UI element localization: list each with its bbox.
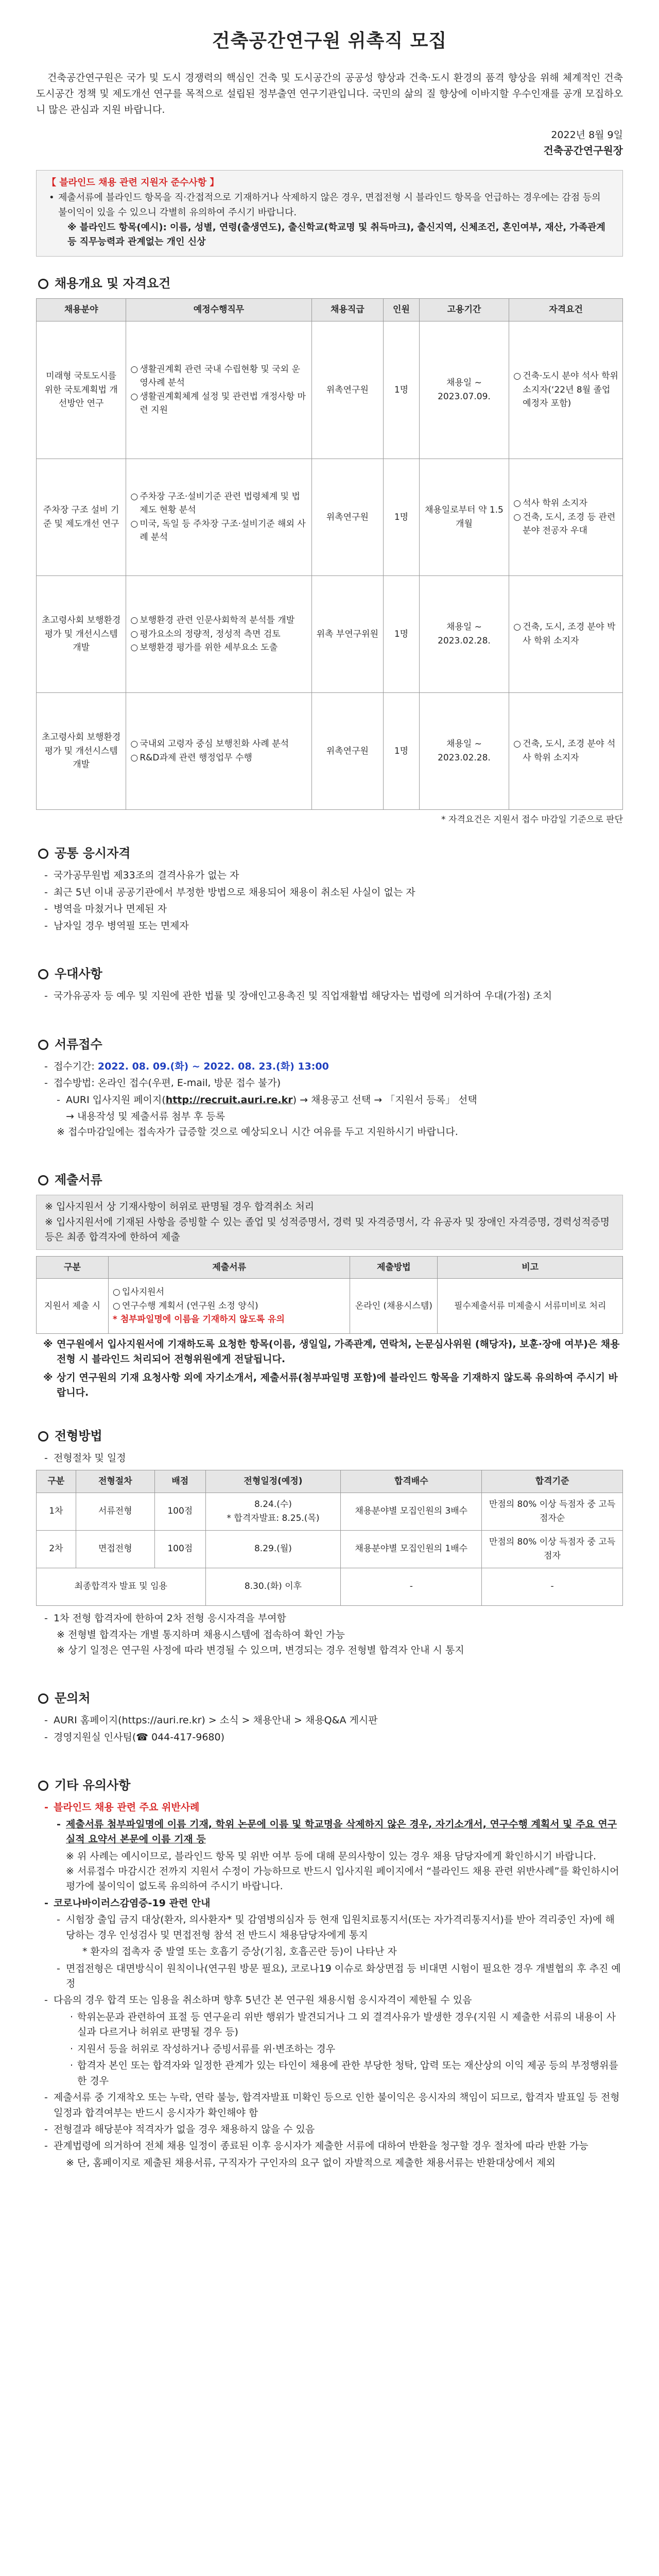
section-recruitment-overview [36, 274, 623, 293]
period-cell: 채용일 ~ 2023.02.28. [419, 692, 509, 809]
return-note: ※ 단, 홈페이지로 제출된 채용서류, 구직자가 구인자의 요구 없이 자발적으로 제출한 채용서류는 반환대상에서 제외 [66, 2157, 556, 2168]
other-subitem: · 합격자 본인 또는 합격자와 일정한 관계가 있는 타인이 채용에 관한 부당한 청탁, 압력 또는 재산상의 이익 제공 등의 부정행위를 한 경우 [36, 2058, 623, 2089]
stage-cell: 최종합격자 발표 및 임용 [37, 1568, 206, 1605]
quals-cell [509, 321, 623, 459]
stage-cell: 2차 [37, 1530, 76, 1568]
qual-item: ○ 건축·도시 분야 석사 학위 소지자(‘22년 8월 졸업예정자 포함) [513, 369, 618, 410]
multiple-cell: 채용분야별 모집인원의 3배수 [341, 1493, 482, 1530]
circle-bullet-icon [38, 1693, 48, 1704]
grade-cell: 위촉연구원 [311, 692, 383, 809]
section-selection [36, 1427, 623, 1446]
table-header: 자격요건 [509, 299, 623, 321]
duties-cell [126, 321, 311, 459]
covid-item: - 면접전형은 대면방식이 원칙이나(연구원 방문 필요), 코로나19 이슈로 화상면접 등 비대면 시험이 필요한 경우 개별협의 후 추진 예정 [36, 1961, 623, 1992]
count-cell: 1명 [384, 321, 420, 459]
section-title: 우대사항 [55, 967, 102, 981]
recruit-link[interactable]: http://recruit.auri.re.kr [165, 1094, 293, 1106]
doc-item: ○ 입사지원서 [113, 1285, 346, 1299]
list-item: - 최근 5년 이내 공공기관에서 부정한 방법으로 채용되어 채용이 취소된 사실이 없는 자 [36, 885, 623, 900]
table-header: 합격기준 [482, 1470, 623, 1493]
table-row [37, 321, 623, 459]
table-row [37, 692, 623, 809]
table-header: 비고 [438, 1256, 623, 1278]
section-title: 기타 유의사항 [55, 1778, 131, 1792]
apply-note: ※ 접수마감일에는 접속자가 급증할 것으로 예상되오니 시간 여유를 두고 지원하시기 바랍니다. [57, 1126, 458, 1138]
table-header: 예정수행직무 [126, 299, 311, 321]
list-item: - 국가공무원법 제33조의 결격사유가 없는 자 [36, 868, 623, 883]
circle-bullet-icon [38, 1175, 48, 1185]
count-cell: 1명 [384, 459, 420, 575]
duty-item: ○ 주차장 구조·설비기준 관련 법령체계 및 법 제도 현황 분석 [130, 490, 307, 517]
field-cell: 초고령사회 보행환경 평가 및 개선시스템 개발 [37, 692, 126, 809]
table-row [37, 459, 623, 575]
count-cell: 1명 [384, 575, 420, 692]
auri-suffix: ) → 채용공고 선택 → 「지원서 등록」 선택 [292, 1094, 477, 1106]
date-cell [205, 1493, 341, 1530]
section-documents [36, 1171, 623, 1190]
selection-table [36, 1470, 623, 1605]
table-header: 고용기간 [419, 299, 509, 321]
duties-cell [126, 459, 311, 575]
other-subitem: · 지원서 등을 허위로 작성하거나 증빙서류를 위·변조하는 경우 [36, 2042, 623, 2057]
table-row [37, 1530, 623, 1568]
criteria-cell: 만점의 80% 이상 득점자 중 고득점자순 [482, 1493, 623, 1530]
documents-shaded-box [36, 1195, 623, 1249]
qual-item: ○ 석사 학위 소지자 [513, 497, 618, 510]
covid-subnote: * 환자의 접촉자 중 발열 또는 호흡기 증상(기침, 호흡곤란 등)이 나타난 자 [82, 1946, 397, 1958]
selection-note: - 1차 전형 합격자에 한하여 2차 전형 응시자격을 부여함 [36, 1611, 623, 1626]
other-item: - 전형결과 해당분야 적격자가 없을 경우 채용하지 않을 수 있음 [36, 2122, 623, 2137]
table-header: 합격배수 [341, 1470, 482, 1493]
circle-bullet-icon [38, 1781, 48, 1791]
table-header: 구분 [37, 1470, 76, 1493]
method-cell: 온라인 (채용시스템) [350, 1278, 438, 1333]
duty-item: ○ 국내외 고령자 중심 보행친화 사례 분석 [130, 737, 307, 751]
circle-bullet-icon [38, 1040, 48, 1050]
period-cell: 채용일 ~ 2023.07.09. [419, 321, 509, 459]
remark-cell: 필수제출서류 미제출시 서류미비로 처리 [438, 1278, 623, 1333]
shaded-note: ※ 입사지원서에 기재된 사항을 증빙할 수 있는 졸업 및 성적증명서, 경력 및 자격증명서, 각 유공자 및 장애인 자격증명, 경력성적증명 등은 최종 합격자에 한하여 제출 [45, 1216, 610, 1243]
list-item: - 남자일 경우 병역필 또는 면제자 [36, 919, 623, 934]
duty-item: ○ 미국, 독일 등 주차장 구조·설비기준 해외 사례 분석 [130, 517, 307, 545]
contact-homepage[interactable]: - AURI 홈페이지(https://auri.re.kr) > 소식 > 채용안내 > 채용Q&A 게시판 [36, 1713, 623, 1728]
section-title: 제출서류 [55, 1173, 102, 1188]
grade-cell: 위촉 부연구위원 [311, 575, 383, 692]
selection-subtitle: - 전형절차 및 일정 [36, 1451, 623, 1466]
documents-table [36, 1256, 623, 1334]
circle-bullet-icon [38, 849, 48, 859]
date-subtext: * 합격자발표: 8.25.(목) [227, 1513, 320, 1523]
duties-cell [126, 575, 311, 692]
other-item: - 제출서류 중 기재착오 또는 누락, 연락 불능, 합격자발표 미확인 등으로 인한 불이익은 응시자의 책임이 되므로, 합격자 발표일 등 전형일정과 합격여부는 반드시 응시자가 확인해야 함 [36, 2090, 623, 2121]
date-cell: 8.29.(월) [205, 1530, 341, 1568]
qual-item: ○ 건축, 도시, 조경 분야 석사 학위 소지자 [513, 737, 618, 765]
quals-cell [509, 575, 623, 692]
circle-bullet-icon [38, 279, 48, 289]
doc-warning: * 첨부파일명에 이름을 기재하지 않도록 유의 [112, 1314, 285, 1325]
table-header: 채용직급 [311, 299, 383, 321]
duty-item: ○ 보행환경 관련 인문사회학적 분석틀 개발 [130, 614, 307, 627]
field-cell: 미래형 국토도시를 위한 국토계획법 개선방안 연구 [37, 321, 126, 459]
application-method: - 접수방법: 온라인 접수(우편, E-mail, 방문 접수 불가) [36, 1076, 623, 1091]
table-header: 인원 [384, 299, 420, 321]
table-header-row [37, 1256, 623, 1278]
field-cell: 초고령사회 보행환경 평가 및 개선시스템 개발 [37, 575, 126, 692]
duty-item: ○ 생활권계획 관련 국내 수립현황 및 국외 운영사례 분석 [130, 363, 307, 390]
auri-prefix: AURI 입사지원 페이지( [66, 1094, 166, 1106]
page-title: 건축공간연구원 위촉직 모집 [212, 30, 447, 52]
duty-item: ○ 보행환경 평가를 위한 세부요소 도출 [130, 641, 307, 654]
section-other-notes [36, 1776, 623, 1795]
period-label: 접수기간: [54, 1060, 95, 1072]
other-subitem: · 학위논문과 관련하여 표절 등 연구윤리 위반 행위가 발견되거나 그 외 결격사유가 발생한 경우(지원 시 제출한 서류의 내용이 사실과 다르거나 허위로 판명될 경우 등) [36, 2010, 623, 2040]
table-row [37, 575, 623, 692]
blind-violation-title: - 블라인드 채용 관련 주요 위반사례 [36, 1800, 623, 1815]
duty-item: ○ 생활권계획체계 설정 및 관련법 개정사항 마련 지원 [130, 390, 307, 417]
covid-item: - 시험장 출입 금지 대상(환자, 의사환자* 및 감염병의심자 등 현재 입원치료통지서(또는 자가격리통지서)를 받아 격리중인 자)에 해당하는 경우 인성검사 및 면접전형 참석 전 반드시 채용담당자에게 통지 [36, 1912, 623, 1943]
table-header: 채용분야 [37, 299, 126, 321]
covid-title: - 코로나바이러스감염증-19 관련 안내 [36, 1896, 623, 1911]
date-cell: 8.30.(화) 이후 [205, 1568, 341, 1605]
application-period [36, 1059, 623, 1074]
selection-note: ※ 전형별 합격자는 개별 통지하며 채용시스템에 접속하여 확인 가능 [57, 1629, 345, 1641]
table-footnote: * 자격요건은 지원서 접수 마감일 기준으로 판단 [441, 814, 623, 825]
quals-cell [509, 459, 623, 575]
quals-cell [509, 692, 623, 809]
section-title: 서류접수 [55, 1037, 102, 1052]
recruitment-table [36, 298, 623, 809]
multiple-cell: - [341, 1568, 482, 1605]
date-text: 8.24.(수) [254, 1499, 292, 1510]
blind-notice-box [36, 170, 623, 257]
duties-cell [126, 692, 311, 809]
blind-notice-example-text: ※ 블라인드 항목(예시): 이름, 성별, 연령(출생연도), 출신학교(학교명 및 취득마크), 출신지역, 신체조건, 혼인여부, 재산, 가족관계 등 직무능력과 관계없는 개인 신상 [67, 222, 605, 248]
duty-item: ○ R&D과제 관련 행정업무 수행 [130, 751, 307, 765]
score-cell: 100점 [154, 1530, 205, 1568]
organization-name: 건축공간연구원장 [543, 144, 623, 157]
field-cell: 주차장 구조 설비 기준 및 제도개선 연구 [37, 459, 126, 575]
table-header: 제출방법 [350, 1256, 438, 1278]
table-header-row [37, 299, 623, 321]
qual-item: ○ 건축, 도시, 조경 등 관련분야 전공자 우대 [513, 511, 618, 538]
table-header: 구분 [37, 1256, 109, 1278]
section-preferences [36, 964, 623, 984]
table-row [37, 1493, 623, 1530]
docs-cell [108, 1278, 350, 1333]
page [36, 0, 623, 2171]
count-cell: 1명 [384, 692, 420, 809]
contact-phone: - 경영지원실 인사팀(☎ 044-417-9680) [36, 1730, 623, 1745]
documents-note-text: 상기 연구원의 기재 요청사항 외에 자기소개서, 제출서류(첨부파일명 포함)에 블라인드 항목을 기재하지 않도록 유의하여 주시기 바랍니다. [57, 1371, 618, 1399]
blind-notice-line: • 제출서류에 블라인드 항목을 직‧간접적으로 기재하거나 삭제하지 않은 경우, 면접전형 시 블라인드 항목을 언급하는 경우에는 감점 등의 불이익이 있을 수 있으니 각별히 유의하여 주시기 바랍니다. [47, 191, 612, 221]
table-header: 전형일정(예정) [205, 1470, 341, 1493]
multiple-cell: 채용분야별 모집인원의 1배수 [341, 1530, 482, 1568]
circle-bullet-icon [38, 969, 48, 979]
stage-cell: 1차 [37, 1493, 76, 1530]
table-row [37, 1278, 623, 1333]
section-contact [36, 1689, 623, 1708]
section-application [36, 1035, 623, 1054]
blind-notice-title: 【 블라인드 채용 관련 지원자 준수사항 】 [47, 177, 219, 189]
table-header: 제출서류 [108, 1256, 350, 1278]
shaded-note: ※ 입사지원서 상 기재사항이 허위로 판명될 경우 합격취소 처리 [45, 1201, 315, 1213]
list-item: - 병역을 마쳤거나 면제된 자 [36, 902, 623, 917]
list-item: - 국가유공자 등 예우 및 지원에 관한 법률 및 장애인고용촉진 및 직업재활법 해당자는 법령에 의거하여 우대(가점) 조치 [36, 989, 623, 1004]
auri-apply-line [36, 1093, 623, 1108]
section-title: 전형방법 [55, 1428, 102, 1443]
duty-item: ○ 평가요소의 정량적, 정성적 측면 검토 [130, 628, 307, 641]
table-header: 전형절차 [76, 1470, 154, 1493]
period-cell: 채용일 ~ 2023.02.28. [419, 575, 509, 692]
note-mark-icon: ※ [43, 1371, 53, 1383]
proc-cell: 면접전형 [76, 1530, 154, 1568]
score-cell: 100점 [154, 1493, 205, 1530]
other-item: - 관계법령에 의거하여 전체 채용 일정이 종료된 이후 응시자가 제출한 서류에 대하여 반환을 청구할 경우 절차에 따라 반환 가능 [36, 2139, 623, 2154]
section-title: 공통 응시자격 [55, 846, 131, 861]
documents-note [36, 1370, 623, 1401]
blind-violation-item: - 제출서류 첨부파일명에 이름 기재, 학위 논문에 이름 및 학교명을 삭제하지 않은 경우, 자기소개서, 연구수행 계획서 및 주요 연구실적 요약서 본문에 이름 기재 등 [36, 1817, 623, 1848]
table-header-row [37, 1470, 623, 1493]
period-cell: 채용일로부터 약 1.5개월 [419, 459, 509, 575]
period-value: 2022. 08. 09.(화) ~ 2022. 08. 23.(화) 13:00 [97, 1060, 329, 1072]
proc-cell: 서류전형 [76, 1493, 154, 1530]
section-common-qualifications [36, 844, 623, 863]
table-row [37, 1568, 623, 1605]
kind-cell: 지원서 제출 시 [37, 1278, 109, 1333]
documents-note [36, 1337, 623, 1367]
doc-item: ○ 연구수행 계획서 (연구원 소정 양식) [113, 1299, 346, 1313]
other-item: - 다음의 경우 합격 또는 임용을 취소하며 향후 5년간 본 연구원 채용시험 응시자격이 제한될 수 있음 [36, 1993, 623, 2008]
intro-text: 건축공간연구원은 국가 및 도시 경쟁력의 핵심인 건축 및 도시공간의 공공성 향상과 건축·도시 환경의 품격 향상을 위해 체계적인 건축도시공간 정책 및 제도개선 연구를 목적으로 설립된 정부출연 연구기관입니다. 국민의 삶의 질 향상에 이바지할 우수인재를 공개 모집하오니 많은 관심과 지원 바랍니다. [36, 72, 623, 116]
section-title: 문의처 [55, 1690, 91, 1705]
blind-violation-note: ※ 서류접수 마감시간 전까지 지원서 수정이 가능하므로 반드시 입사지원 페이지에서 “블라인드 채용 관련 위반사례”를 확인하시어 평가에 불이익이 없도록 유의하여 주시기 바랍니다. [66, 1865, 619, 1892]
selection-note: ※ 상기 일정은 연구원 사정에 따라 변경될 수 있으며, 변경되는 경우 전형별 합격자 안내 시 통지 [57, 1644, 464, 1656]
grade-cell: 위촉연구원 [311, 321, 383, 459]
qual-item: ○ 건축, 도시, 조경 분야 박사 학위 소지자 [513, 620, 618, 648]
blind-violation-note: ※ 위 사례는 예시이므로, 블라인드 항목 및 위반 여부 등에 대해 문의사항이 있는 경우 채용 담당자에게 확인하시기 바랍니다. [66, 1850, 597, 1862]
blind-notice-example [47, 221, 612, 250]
apply-flow: → 내용작성 및 제출서류 첨부 후 등록 [66, 1111, 226, 1123]
criteria-cell: - [482, 1568, 623, 1605]
criteria-cell: 만점의 80% 이상 득점자 중 고득점자 [482, 1530, 623, 1568]
section-title: 채용개요 및 자격요건 [55, 276, 171, 291]
table-header: 배점 [154, 1470, 205, 1493]
note-mark-icon: ※ [43, 1338, 53, 1350]
circle-bullet-icon [38, 1431, 48, 1442]
documents-note-text: 연구원에서 입사지원서에 기재하도록 요청한 항목(이름, 생일일, 가족관계, 연락처, 논문심사위원 (해당자), 보훈·장애 여부)은 채용전형 시 블라인드 처리되어 전형위원에게 전달됩니다. [57, 1338, 620, 1365]
grade-cell: 위촉연구원 [311, 459, 383, 575]
announcement-date: 2022년 8월 9일 [551, 129, 623, 141]
